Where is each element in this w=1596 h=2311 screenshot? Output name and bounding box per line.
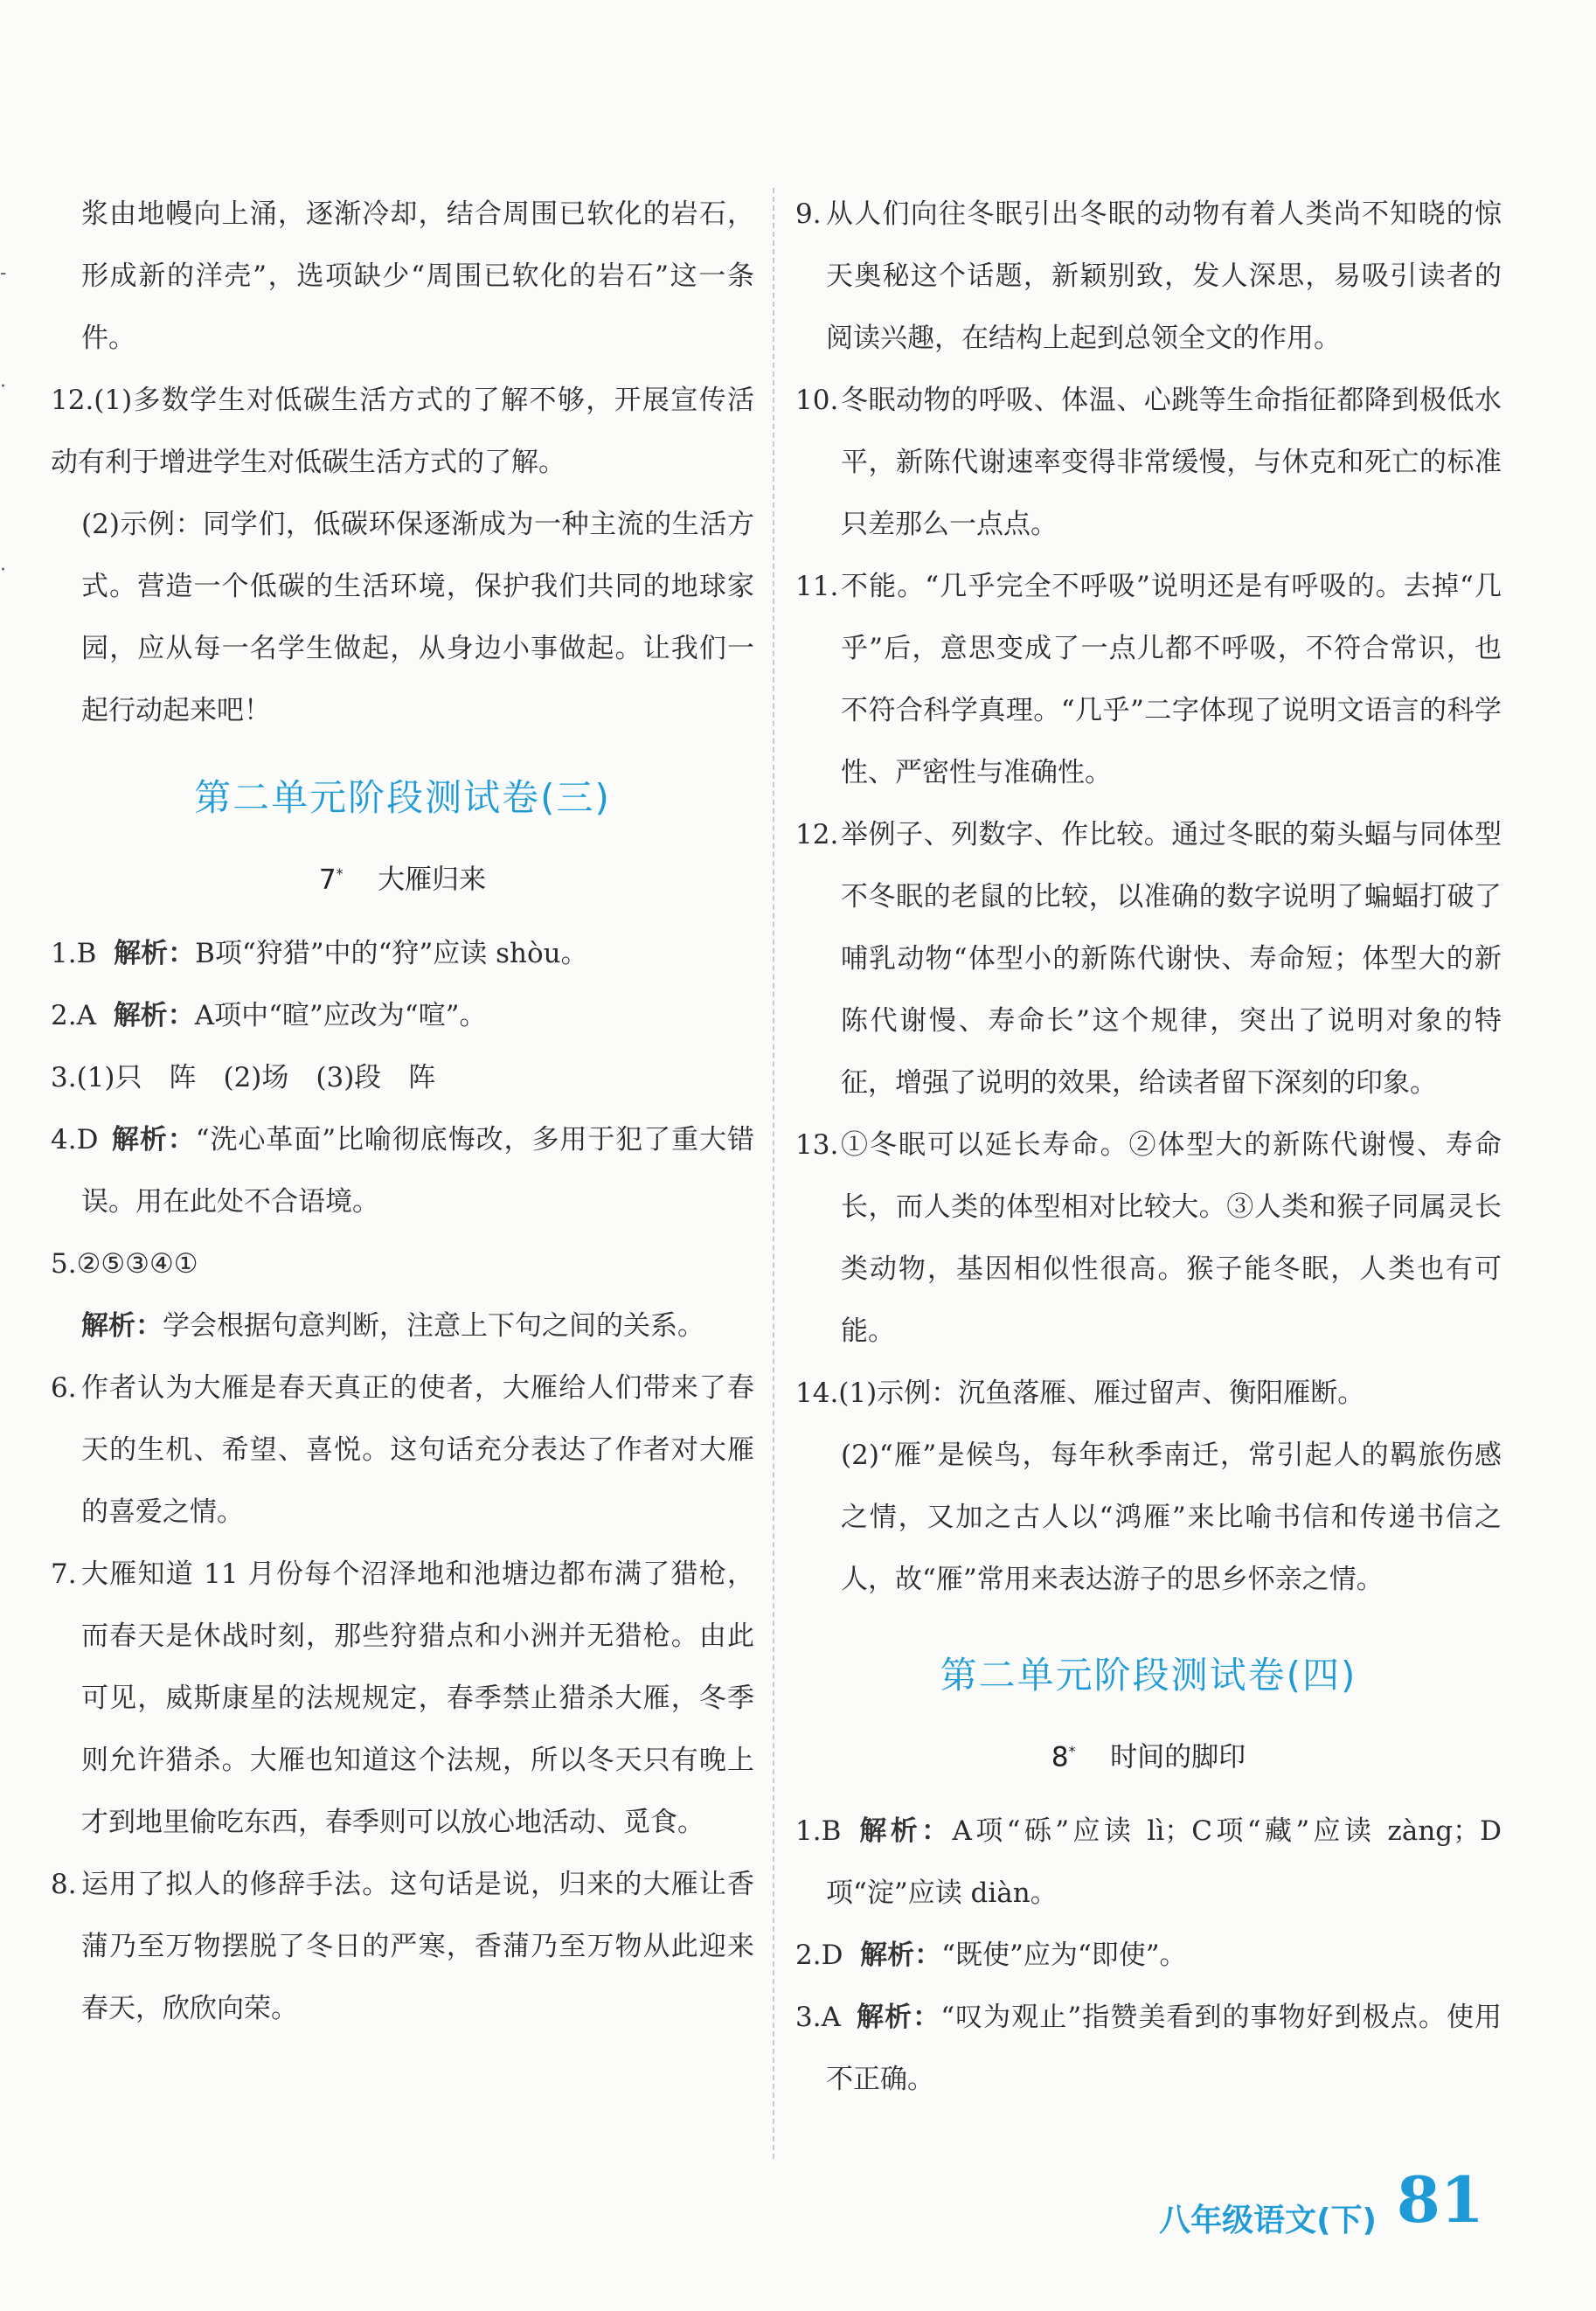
answer-2: [51, 985, 754, 1047]
answer-6: [51, 1357, 754, 1544]
lesson-name: 大雁归来: [378, 864, 487, 896]
analysis-text: A项中“暄”应改为“喧”。: [194, 1000, 487, 1032]
analysis-label: 解析：: [81, 1310, 163, 1343]
answer-number: 13.: [795, 1129, 839, 1161]
lesson-name: 时间的脚印: [1110, 1741, 1246, 1773]
answer-text: 从人们向往冬眠引出冬眠的动物有着人类尚不知晓的惊天奥秘这个话题，新颖别致，发人深思，易吸引读者的阅读兴趣，在结构上起到总领全文的作用。: [826, 198, 1502, 354]
answer-12: [795, 804, 1502, 1114]
answer-5-analysis: [51, 1295, 754, 1357]
answer-9: [795, 184, 1502, 370]
left-column: [51, 184, 754, 2040]
answer-text: 举例子、列数字、作比较。通过冬眠的菊头蝠与同体型不冬眠的老鼠的比较，以准确的数字说明了蝙蝠打破了哺乳动物“体型小的新陈代谢快、寿命短；体型大的新陈代谢慢、寿命长”这个规律，突出了说明对象的特征，增强了说明的效果，给读者留下深刻的印象。: [841, 819, 1502, 1099]
edge-mark: ·: [0, 559, 6, 581]
section-title-3: 第二单元阶段测试卷(三): [194, 776, 611, 819]
answer-number: 7.: [51, 1558, 77, 1591]
answer-number: 4.D: [51, 1124, 99, 1156]
answer-text: 冬眠动物的呼吸、体温、心跳等生命指征都降到极低水平，新陈代谢速率变得非常缓慢，与休克和死亡的标准只差那么一点点。: [841, 385, 1502, 540]
analysis-text: B项“狩猎”中的“狩”应读 shòu。: [195, 938, 588, 970]
answer-3: 3.(1)只 阵 (2)场 (3)段 阵: [51, 1062, 436, 1094]
answer-12-part1: 12.(1)多数学生对低碳生活方式的了解不够，开展宣传活动有利于增进学生对低碳生活方式的了解。: [51, 385, 754, 478]
lesson-asterisk: *: [1068, 1743, 1076, 1759]
analysis-label: 解析：: [114, 938, 196, 970]
lesson-number: 7: [318, 864, 337, 896]
analysis-label: 解析：: [856, 1815, 953, 1848]
answer-number: 2.D: [795, 1940, 843, 1972]
lesson-title-8: [795, 1720, 1502, 1788]
answer-number: 3.A: [795, 2002, 841, 2034]
lesson-asterisk: *: [336, 865, 343, 882]
answer-number: 9.: [795, 198, 822, 230]
edge-mark: -: [0, 262, 7, 284]
answer-13: [795, 1114, 1502, 1363]
answer-text: 不能。“几乎完全不呼吸”说明还是有呼吸的。去掉“几乎”后，意思变成了一点儿都不呼吸，不符合常识，也不符合科学真理。“几乎”二字体现了说明文语言的科学性、严密性与准确性。: [841, 571, 1502, 788]
footer-grade-label: 八年级语文(下): [1159, 2203, 1377, 2238]
answer-5: 5.②⑤③④①: [51, 1248, 198, 1280]
analysis-text: “既使”应为“即使”。: [941, 1940, 1187, 1972]
answer-number: 8.: [51, 1869, 77, 1901]
analysis-text: 学会根据句意判断，注意上下句之间的关系。: [163, 1310, 704, 1343]
answer-number: 12.: [795, 819, 839, 850]
answer-text: 大雁知道 11 月份每个沼泽地和池塘边都布满了猎枪，而春天是休战时刻，那些狩猎点和小洲并无猎枪。由此可见，威斯康星的法规规定，春季禁止猎杀大雁，冬季则允许猎杀。大雁也知道这个法规，所以冬天只有晚上才到地里偷吃东西，春季则可以放心地活动、觅食。: [81, 1558, 754, 1839]
answer-1: [51, 923, 754, 985]
answer-b1: [795, 1801, 1502, 1925]
right-column: [795, 184, 1502, 2111]
answer-number: 10.: [795, 385, 839, 416]
answer-10: [795, 370, 1502, 556]
section-title-4: 第二单元阶段测试卷(四): [940, 1654, 1357, 1697]
answer-4: [51, 1109, 754, 1233]
answer-number: 11.: [795, 571, 839, 602]
analysis-label: 解析：: [113, 1000, 195, 1032]
answer-7: [51, 1544, 754, 1854]
answer-8: [51, 1854, 754, 2040]
answer-14-part1: 14.(1)示例：沉鱼落雁、雁过留声、衡阳雁断。: [795, 1378, 1365, 1409]
column-divider: [773, 188, 774, 2159]
lesson-number: 8: [1051, 1741, 1069, 1773]
page-number: 81: [1396, 2162, 1484, 2237]
answer-text: 作者认为大雁是春天真正的使者，大雁给人们带来了春天的生机、希望、喜悦。这句话充分表达了作者对大雁的喜爱之情。: [81, 1372, 754, 1529]
analysis-label: 解析：: [856, 2002, 941, 2034]
continuation-text: 浆由地幔向上涌，逐渐冷却，结合周围已软化的岩石，形成新的洋壳”，选项缺少“周围已软化的岩石”这一条件。: [81, 198, 754, 354]
answer-12-part2: (2)示例：同学们，低碳环保逐渐成为一种主流的生活方式。营造一个低碳的生活环境，保护我们共同的地球家园，应从每一名学生做起，从身边小事做起。让我们一起行动起来吧！: [81, 509, 754, 726]
analysis-text: A项“砾”应读 lì；C项“藏”应读 zàng；D项“淀”应读 diàn。: [826, 1815, 1502, 1910]
answer-number: 1.B: [795, 1815, 842, 1848]
answer-text: ①冬眠可以延长寿命。②体型大的新陈代谢慢、寿命长，而人类的体型相对比较大。③人类和猴子同属灵长类动物，基因相似性很高。猴子能冬眠，人类也有可能。: [841, 1129, 1502, 1347]
analysis-label: 解析：: [860, 1940, 942, 1972]
answer-number: 1.B: [51, 938, 97, 970]
answer-number: 2.A: [51, 1000, 96, 1032]
answer-number: 6.: [51, 1372, 77, 1405]
analysis-text: “叹为观止”指赞美看到的事物好到极点。使用不正确。: [826, 2002, 1502, 2096]
analysis-label: 解析：: [111, 1124, 196, 1156]
answer-b3: [795, 1987, 1502, 2111]
answer-11: [795, 556, 1502, 804]
analysis-text: “洗心革面”比喻彻底悔改，多用于犯了重大错误。用在此处不合语境。: [81, 1124, 754, 1218]
edge-mark: ·: [0, 376, 6, 398]
answer-14-part2: (2)“雁”是候鸟，每年秋季南迁，常引起人的羁旅伤感之情，又加之古人以“鸿雁”来比喻书信和传递书信之人，故“雁”常用来表达游子的思乡怀亲之情。: [841, 1440, 1502, 1595]
answer-text: 运用了拟人的修辞手法。这句话是说，归来的大雁让香蒲乃至万物摆脱了冬日的严寒，香蒲乃至万物从此迎来春天，欣欣向荣。: [81, 1869, 754, 2025]
lesson-title-7: [51, 843, 754, 911]
answer-b2: [795, 1925, 1502, 1987]
